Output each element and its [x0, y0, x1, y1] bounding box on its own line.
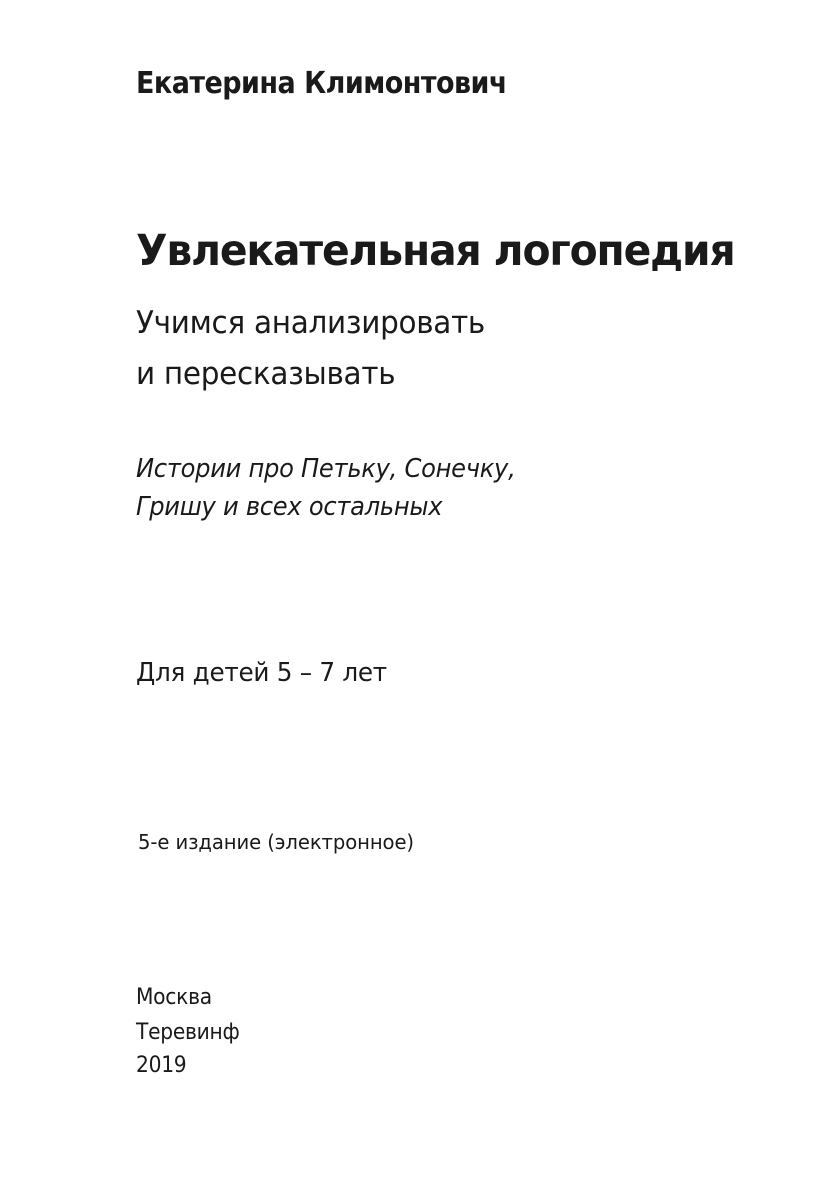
subtitle-line-1: Учимся анализировать: [136, 305, 486, 341]
subtitle-line-2: и пересказывать: [136, 356, 396, 392]
author-name: Екатерина Климонтович: [136, 66, 507, 101]
imprint-city: Москва: [136, 985, 212, 1010]
age-range: Для детей 5 – 7 лет: [136, 658, 387, 688]
tagline-line-1: Истории про Петьку, Сонечку,: [136, 454, 516, 484]
book-title: Увлекательная логопедия: [136, 226, 735, 276]
imprint-publisher: Теревинф: [136, 1020, 240, 1045]
tagline-line-2: Гришу и всех остальных: [136, 492, 443, 522]
imprint-year: 2019: [136, 1053, 187, 1078]
edition-note: 5-е издание (электронное): [138, 830, 414, 854]
